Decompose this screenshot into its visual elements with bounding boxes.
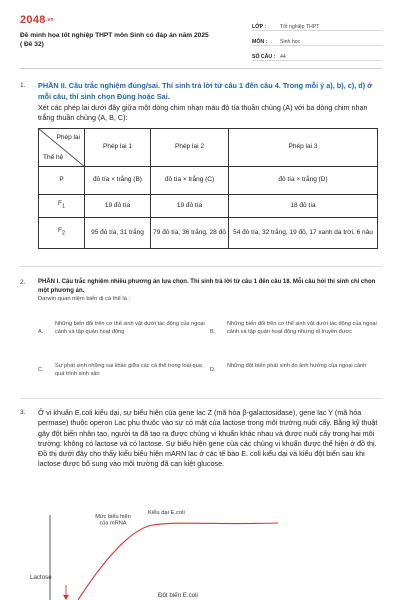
generation-cell: $F_2$ (39, 217, 85, 248)
section-instruction: PHẦN II. Câu trắc nghiệm đúng/sai. Thí sinh trả lời từ câu 1 đến câu 4. Trong mỗi ý a), b), c), d) ở mỗi câu, thí sinh chọn Đúng hoặc Sai. (38, 81, 373, 101)
meta-value: 44 (280, 54, 286, 60)
generation-cell: P (39, 166, 85, 194)
column-header: Phép lai 2 (151, 128, 229, 166)
document-title: Đề minh họa tốt nghiệp THPT môn Sinh có đáp án năm 2025 ( Đề 32) (20, 32, 209, 48)
table-cell: đỏ tía × trắng (B) (85, 166, 151, 194)
question-text: Xét các phép lai dưới đây giữa một dòng chim nhạn màu đỏ tía thuần chủng (A) với ba dòng chim nhạn trắng thuần chủng (A, B, C): (38, 103, 368, 122)
option-letter: C. (38, 366, 44, 373)
option-a[interactable] (38, 321, 208, 336)
series-label-wildtype: Kiểu dại E.coli (148, 510, 185, 516)
generation-cell: $F_1$ (39, 194, 85, 217)
option-letter: A. (38, 328, 44, 335)
table-cell: 54 đỏ tía, 32 trắng, 19 đỏ, 17 xanh da trời, 6 nâu (229, 217, 378, 248)
option-d[interactable] (210, 363, 380, 374)
meta-label: SỐ CÂU : (252, 54, 276, 60)
logo-suffix: .vn (45, 17, 54, 24)
question-body (38, 81, 380, 249)
meta-subject (252, 31, 382, 46)
table-cell: đỏ tía × trắng (D) (229, 166, 378, 194)
header (20, 14, 382, 66)
meta-value: Tốt nghiệp THPT (280, 24, 320, 30)
column-header: Phép lai 1 (85, 128, 151, 166)
option-text: Những biến đổi trên cơ thể sinh vật dưới tác động của ngoại cảnh và tập quán hoạt động (55, 321, 205, 335)
question-divider (20, 398, 382, 399)
header-divider (20, 68, 382, 69)
wildtype-curve (78, 523, 278, 600)
option-letter: D. (210, 366, 216, 373)
option-text: Những biến đổi trên cơ thể sinh vật dưới tác động của ngoại cảnh và tập quán hoạt động nhưng di truyền được (227, 321, 377, 335)
meta-value: Sinh học (280, 39, 301, 45)
meta-class (252, 16, 382, 31)
logo-text: 2048 (20, 14, 46, 26)
question-number: 1. (20, 82, 26, 89)
site-logo[interactable] (20, 14, 54, 26)
option-text: Sự phát sinh những sai khác giữa các cá thể trong loài qua quá trình sinh sản (55, 363, 202, 377)
meta-label: MÔN : (252, 39, 268, 45)
table-cell: 79 đỏ tía, 36 trắng, 28 đỏ (151, 217, 229, 248)
question-3 (20, 408, 382, 508)
option-b[interactable] (210, 321, 380, 336)
table-cell: đỏ tía × trắng (C) (151, 166, 229, 194)
question-number: 2. (20, 279, 26, 286)
answer-options (38, 321, 383, 393)
table-cell: 95 đỏ tía, 31 trắng (85, 217, 151, 248)
graph-svg (18, 509, 318, 600)
question-2 (20, 278, 382, 393)
mrna-expression-graph (18, 509, 318, 600)
question-text: Darwin quan niệm biến dị cá thể là : (38, 296, 131, 303)
table-cell: 19 đỏ tía (151, 194, 229, 217)
table-row (39, 217, 378, 248)
table-cell: 19 đỏ tía (85, 194, 151, 217)
cross-table (38, 128, 378, 249)
series-label-mutant: Đột biến E.coli (158, 592, 198, 599)
corner-top-label: Phép lai (56, 133, 80, 141)
section-instruction: PHẦN I. Câu trắc nghiệm nhiều phương án lựa chọn. Thí sinh trả lời từ câu 1 đến câu 18. Mỗi câu hỏi thí sinh chỉ chọn một phương án. (38, 279, 376, 294)
corner-bottom-label: Thế hệ (43, 153, 64, 161)
table-corner-cell (39, 128, 85, 166)
table-row (39, 166, 378, 194)
question-text: Ở vi khuẩn E.coli kiểu dại, sự biểu hiện của gene lac Z (mã hóa β-galactosidase), gene lac Y (mã hóa permase) thuộc operon Lac phụ thuộc vào sự có mặt của lactose trong môi trường nuôi cấy. Bằng kỹ thuật gây đột biến nhân tạo, người ta đã tạo ra được chủng vi khuẩn khác nhau và được nuôi cấy trong hai môi trường: không có lactose và có lactose. Sự biểu hiện gene của các chủng vi khuẩn được thể hiện ở đồ thị. Đồ thị dưới đây cho thấy kiểu biểu hiện mARN lac ở các tế bào E. coli kiểu dại và kiểu đột biến sau khi lactose được bổ sung vào môi trường đã cạn kiệt glucose. (38, 408, 378, 469)
table-row (39, 194, 378, 217)
question-1 (20, 81, 382, 261)
meta-count (252, 46, 382, 61)
question-number: 3. (20, 409, 26, 416)
column-header: Phép lai 3 (229, 128, 378, 166)
question-body (38, 278, 380, 304)
question-divider (20, 266, 382, 267)
option-letter: B. (210, 328, 216, 335)
meta-label: LỚP : (252, 24, 267, 30)
table-header-row (39, 128, 378, 166)
option-text: Những đột biến phát sinh do ảnh hưởng của ngoại cảnh (227, 363, 367, 369)
meta-info (252, 16, 382, 61)
lactose-label: Lactose (30, 574, 52, 581)
table-cell: 18 đỏ tía (229, 194, 378, 217)
y-axis-label: Mức biểu hiện của mRNA (95, 514, 131, 527)
option-c[interactable] (38, 363, 208, 378)
lactose-arrow-head (63, 595, 69, 600)
